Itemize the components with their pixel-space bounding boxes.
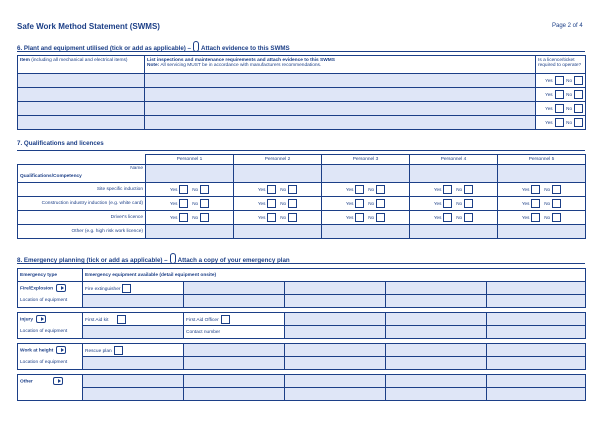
personnel-4-name[interactable] bbox=[410, 165, 498, 183]
equipment-field[interactable] bbox=[285, 313, 386, 326]
tick-arrow-icon[interactable] bbox=[56, 284, 66, 292]
yes-no-cell bbox=[410, 183, 498, 197]
yes-checkbox[interactable] bbox=[443, 199, 452, 208]
yes-no-cell bbox=[498, 197, 586, 211]
no-label: No bbox=[544, 187, 551, 192]
equipment-field[interactable] bbox=[285, 344, 386, 357]
yes-no-cell bbox=[322, 183, 410, 197]
yes-checkbox[interactable] bbox=[179, 213, 188, 222]
section-8-rule bbox=[17, 263, 585, 264]
personnel-3-name[interactable] bbox=[322, 165, 410, 183]
no-checkbox[interactable] bbox=[288, 199, 297, 208]
licence-header-line2: required to operate? bbox=[538, 63, 582, 68]
licence-yes-no bbox=[536, 74, 586, 88]
injury-label: Injury bbox=[20, 317, 34, 323]
yes-no-cell bbox=[498, 211, 586, 225]
yes-label: Yes bbox=[433, 215, 442, 220]
yes-label: Yes bbox=[433, 187, 442, 192]
yes-no-cell bbox=[146, 183, 234, 197]
licence-yes-no bbox=[536, 102, 586, 116]
yes-checkbox[interactable] bbox=[443, 213, 452, 222]
no-label: No bbox=[544, 215, 551, 220]
location-field[interactable] bbox=[83, 388, 184, 401]
no-checkbox[interactable] bbox=[288, 213, 297, 222]
yes-no-cell bbox=[498, 183, 586, 197]
location-field[interactable] bbox=[285, 326, 386, 339]
item-field[interactable] bbox=[18, 102, 145, 116]
yes-checkbox[interactable] bbox=[179, 185, 188, 194]
section-8-title: 8. Emergency planning (tick or add as applicable) – bbox=[17, 257, 168, 264]
item-field[interactable] bbox=[18, 88, 145, 102]
yes-label: Yes bbox=[545, 106, 553, 111]
yes-no-cell bbox=[322, 197, 410, 211]
no-label: No bbox=[280, 215, 287, 220]
no-label: No bbox=[456, 187, 463, 192]
tick-arrow-icon[interactable] bbox=[36, 315, 46, 323]
licence-header bbox=[536, 56, 586, 74]
no-checkbox[interactable] bbox=[464, 213, 473, 222]
yes-checkbox[interactable] bbox=[443, 185, 452, 194]
inspection-field[interactable] bbox=[145, 74, 536, 88]
note-text: All servicing MUST be in accordance with manufacturers recommendations. bbox=[159, 63, 322, 68]
yes-no-cell bbox=[410, 211, 498, 225]
row-label: Driver's licence bbox=[18, 211, 146, 225]
licence-header-line1: Is a licence/ticket bbox=[538, 58, 575, 63]
yes-label: Yes bbox=[545, 120, 553, 125]
note-label: Note: bbox=[147, 63, 160, 68]
yes-checkbox[interactable] bbox=[355, 213, 364, 222]
personnel-5-name[interactable] bbox=[498, 165, 586, 183]
contact-number-label: Contact number bbox=[184, 326, 285, 339]
fire-extinguisher-checkbox[interactable] bbox=[122, 284, 131, 293]
no-label: No bbox=[566, 92, 572, 97]
no-checkbox[interactable] bbox=[574, 76, 583, 85]
equipment-field[interactable] bbox=[386, 282, 487, 295]
equipment-field[interactable] bbox=[285, 375, 386, 388]
item-header-text: (including all mechanical and electrical items) bbox=[29, 58, 128, 63]
name-qual-label bbox=[18, 165, 146, 183]
yes-label: Yes bbox=[345, 187, 354, 192]
no-label: No bbox=[192, 187, 199, 192]
yes-checkbox[interactable] bbox=[179, 199, 188, 208]
location-field[interactable] bbox=[184, 357, 285, 370]
yes-label: Yes bbox=[169, 215, 178, 220]
emergency-type-height bbox=[18, 344, 83, 357]
no-label: No bbox=[368, 187, 375, 192]
no-label: No bbox=[566, 120, 572, 125]
yes-label: Yes bbox=[257, 215, 266, 220]
no-checkbox[interactable] bbox=[200, 213, 209, 222]
inspection-field[interactable] bbox=[145, 102, 536, 116]
yes-label: Yes bbox=[521, 215, 530, 220]
fire-extinguisher-cell bbox=[83, 282, 184, 295]
location-field[interactable] bbox=[487, 295, 586, 308]
yes-checkbox[interactable] bbox=[267, 185, 276, 194]
yes-checkbox[interactable] bbox=[355, 199, 364, 208]
no-label: No bbox=[544, 201, 551, 206]
yes-checkbox[interactable] bbox=[531, 199, 540, 208]
yes-label: Yes bbox=[169, 201, 178, 206]
no-checkbox[interactable] bbox=[552, 199, 561, 208]
yes-label: Yes bbox=[345, 215, 354, 220]
yes-checkbox[interactable] bbox=[267, 199, 276, 208]
yes-label: Yes bbox=[521, 187, 530, 192]
location-field[interactable] bbox=[285, 295, 386, 308]
yes-no-cell bbox=[234, 197, 322, 211]
section-6-attach: Attach evidence to this SWMS bbox=[200, 45, 290, 52]
yes-checkbox[interactable] bbox=[555, 118, 564, 127]
first-aid-officer-cell bbox=[184, 313, 285, 326]
yes-no-cell bbox=[410, 197, 498, 211]
yes-label: Yes bbox=[545, 92, 553, 97]
equipment-field[interactable] bbox=[184, 282, 285, 295]
personnel-5-header: Personnel 5 bbox=[498, 155, 586, 165]
personnel-1-name[interactable] bbox=[146, 165, 234, 183]
no-checkbox[interactable] bbox=[464, 185, 473, 194]
location-field[interactable] bbox=[386, 388, 487, 401]
qualifications-label: Qualifications/Competency bbox=[20, 174, 82, 179]
licence-yes-no bbox=[536, 88, 586, 102]
yes-no-cell bbox=[322, 211, 410, 225]
no-checkbox[interactable] bbox=[200, 185, 209, 194]
no-label: No bbox=[192, 215, 199, 220]
yes-no-cell bbox=[146, 197, 234, 211]
location-field[interactable] bbox=[285, 357, 386, 370]
yes-no-cell bbox=[146, 211, 234, 225]
first-aid-officer-checkbox[interactable] bbox=[221, 315, 230, 324]
other-licence-field[interactable] bbox=[322, 225, 410, 239]
no-checkbox[interactable] bbox=[464, 199, 473, 208]
yes-checkbox[interactable] bbox=[555, 76, 564, 85]
tick-arrow-icon[interactable] bbox=[56, 346, 66, 354]
no-checkbox[interactable] bbox=[574, 90, 583, 99]
no-checkbox[interactable] bbox=[574, 104, 583, 113]
emergency-type-other bbox=[18, 375, 83, 388]
yes-checkbox[interactable] bbox=[267, 213, 276, 222]
emergency-table bbox=[17, 268, 586, 401]
no-checkbox[interactable] bbox=[552, 185, 561, 194]
no-label: No bbox=[456, 201, 463, 206]
no-checkbox[interactable] bbox=[200, 199, 209, 208]
other-licence-field[interactable] bbox=[146, 225, 234, 239]
no-label: No bbox=[566, 78, 572, 83]
row-label: Site specific induction bbox=[18, 183, 146, 197]
location-field[interactable] bbox=[83, 295, 184, 308]
location-field[interactable] bbox=[386, 295, 487, 308]
yes-checkbox[interactable] bbox=[355, 185, 364, 194]
rescue-plan-label: Rescue plan bbox=[85, 348, 112, 354]
inspections-header bbox=[145, 56, 536, 74]
other-label: Other bbox=[20, 379, 33, 385]
yes-checkbox[interactable] bbox=[555, 104, 564, 113]
location-field[interactable] bbox=[184, 388, 285, 401]
location-field[interactable] bbox=[386, 357, 487, 370]
personnel-1-header: Personnel 1 bbox=[146, 155, 234, 165]
other-licence-field[interactable] bbox=[234, 225, 322, 239]
no-label: No bbox=[368, 201, 375, 206]
no-checkbox[interactable] bbox=[376, 199, 385, 208]
first-aid-kit-checkbox[interactable] bbox=[117, 315, 126, 324]
personnel-4-header: Personnel 4 bbox=[410, 155, 498, 165]
location-label: Location of equipment bbox=[18, 295, 83, 308]
item-header bbox=[18, 56, 145, 74]
yes-label: Yes bbox=[345, 201, 354, 206]
location-field[interactable] bbox=[487, 357, 586, 370]
no-label: No bbox=[368, 215, 375, 220]
document-title: Safe Work Method Statement (SWMS) bbox=[17, 22, 160, 31]
yes-checkbox[interactable] bbox=[531, 213, 540, 222]
personnel-3-header: Personnel 3 bbox=[322, 155, 410, 165]
yes-checkbox[interactable] bbox=[555, 90, 564, 99]
no-label: No bbox=[192, 201, 199, 206]
no-checkbox[interactable] bbox=[376, 185, 385, 194]
row-label: Construction industry induction (e.g. white card) bbox=[18, 197, 146, 211]
equipment-field[interactable] bbox=[386, 344, 487, 357]
equipment-field[interactable] bbox=[386, 375, 487, 388]
page-number: Page 2 of 4 bbox=[552, 23, 583, 29]
no-checkbox[interactable] bbox=[376, 213, 385, 222]
fire-label: Fire/Explosion bbox=[20, 286, 54, 292]
inspection-field[interactable] bbox=[145, 116, 536, 130]
yes-label: Yes bbox=[257, 187, 266, 192]
section-6-rule bbox=[17, 51, 585, 52]
item-field[interactable] bbox=[18, 116, 145, 130]
other-licence-field[interactable] bbox=[410, 225, 498, 239]
equipment-field[interactable] bbox=[487, 313, 586, 326]
no-checkbox[interactable] bbox=[288, 185, 297, 194]
name-label: Name bbox=[130, 166, 143, 171]
location-field[interactable] bbox=[184, 295, 285, 308]
other-licence-field[interactable] bbox=[498, 225, 586, 239]
equipment-field[interactable] bbox=[386, 313, 487, 326]
section-7-rule bbox=[17, 150, 585, 151]
inspections-header-title: List inspections and maintenance requirements and attach evidence to this SWMS bbox=[147, 58, 335, 63]
tick-arrow-icon[interactable] bbox=[53, 377, 63, 385]
first-aid-kit-label: First Aid kit bbox=[85, 317, 109, 323]
equipment-field[interactable] bbox=[184, 344, 285, 357]
yes-label: Yes bbox=[169, 187, 178, 192]
first-aid-officer-label: First Aid Officer bbox=[186, 317, 219, 323]
location-field[interactable] bbox=[83, 357, 184, 370]
work-at-height-label: Work at height bbox=[20, 348, 54, 354]
rescue-plan-cell bbox=[83, 344, 184, 357]
equipment-field[interactable] bbox=[487, 375, 586, 388]
yes-no-cell bbox=[234, 183, 322, 197]
section-8-attach: Attach a copy of your emergency plan bbox=[177, 257, 290, 264]
emergency-type-header: Emergency type bbox=[18, 269, 83, 282]
qualifications-table bbox=[17, 154, 586, 239]
location-field[interactable] bbox=[487, 326, 586, 339]
other-blank bbox=[18, 388, 83, 401]
no-checkbox[interactable] bbox=[574, 118, 583, 127]
yes-label: Yes bbox=[433, 201, 442, 206]
yes-label: Yes bbox=[257, 201, 266, 206]
yes-label: Yes bbox=[521, 201, 530, 206]
equipment-field[interactable] bbox=[184, 375, 285, 388]
emergency-type-injury bbox=[18, 313, 83, 326]
inspection-field[interactable] bbox=[145, 88, 536, 102]
personnel-2-header: Personnel 2 bbox=[234, 155, 322, 165]
licence-yes-no bbox=[536, 116, 586, 130]
location-label: Location of equipment bbox=[18, 357, 83, 370]
no-label: No bbox=[456, 215, 463, 220]
yes-label: Yes bbox=[545, 78, 553, 83]
location-field[interactable] bbox=[83, 326, 184, 339]
item-header-bold: Item bbox=[20, 58, 30, 63]
equipment-header: Emergency equipment available (detail equipment onsite) bbox=[83, 269, 586, 282]
emergency-type-fire bbox=[18, 282, 83, 295]
section-7-heading: 7. Qualifications and licences bbox=[17, 140, 104, 147]
yes-checkbox[interactable] bbox=[531, 185, 540, 194]
equipment-field[interactable] bbox=[285, 282, 386, 295]
rescue-plan-checkbox[interactable] bbox=[114, 346, 123, 355]
location-field[interactable] bbox=[487, 388, 586, 401]
row-label: Other (e.g. high risk work licence) bbox=[18, 225, 146, 239]
corner-cell bbox=[18, 155, 146, 165]
yes-no-cell bbox=[234, 211, 322, 225]
no-label: No bbox=[280, 201, 287, 206]
equipment-field[interactable] bbox=[487, 344, 586, 357]
no-label: No bbox=[566, 106, 572, 111]
section-6-title: 6. Plant and equipment utilised (tick or add as applicable) – bbox=[17, 45, 191, 52]
equipment-field[interactable] bbox=[487, 282, 586, 295]
first-aid-kit-cell bbox=[83, 313, 184, 326]
item-field[interactable] bbox=[18, 74, 145, 88]
no-label: No bbox=[280, 187, 287, 192]
no-checkbox[interactable] bbox=[552, 213, 561, 222]
location-field[interactable] bbox=[285, 388, 386, 401]
personnel-2-name[interactable] bbox=[234, 165, 322, 183]
fire-extinguisher-label: Fire extinguisher bbox=[85, 286, 121, 292]
plant-equipment-table bbox=[17, 55, 586, 130]
location-label: Location of equipment bbox=[18, 326, 83, 339]
equipment-field[interactable] bbox=[83, 375, 184, 388]
location-field[interactable] bbox=[386, 326, 487, 339]
